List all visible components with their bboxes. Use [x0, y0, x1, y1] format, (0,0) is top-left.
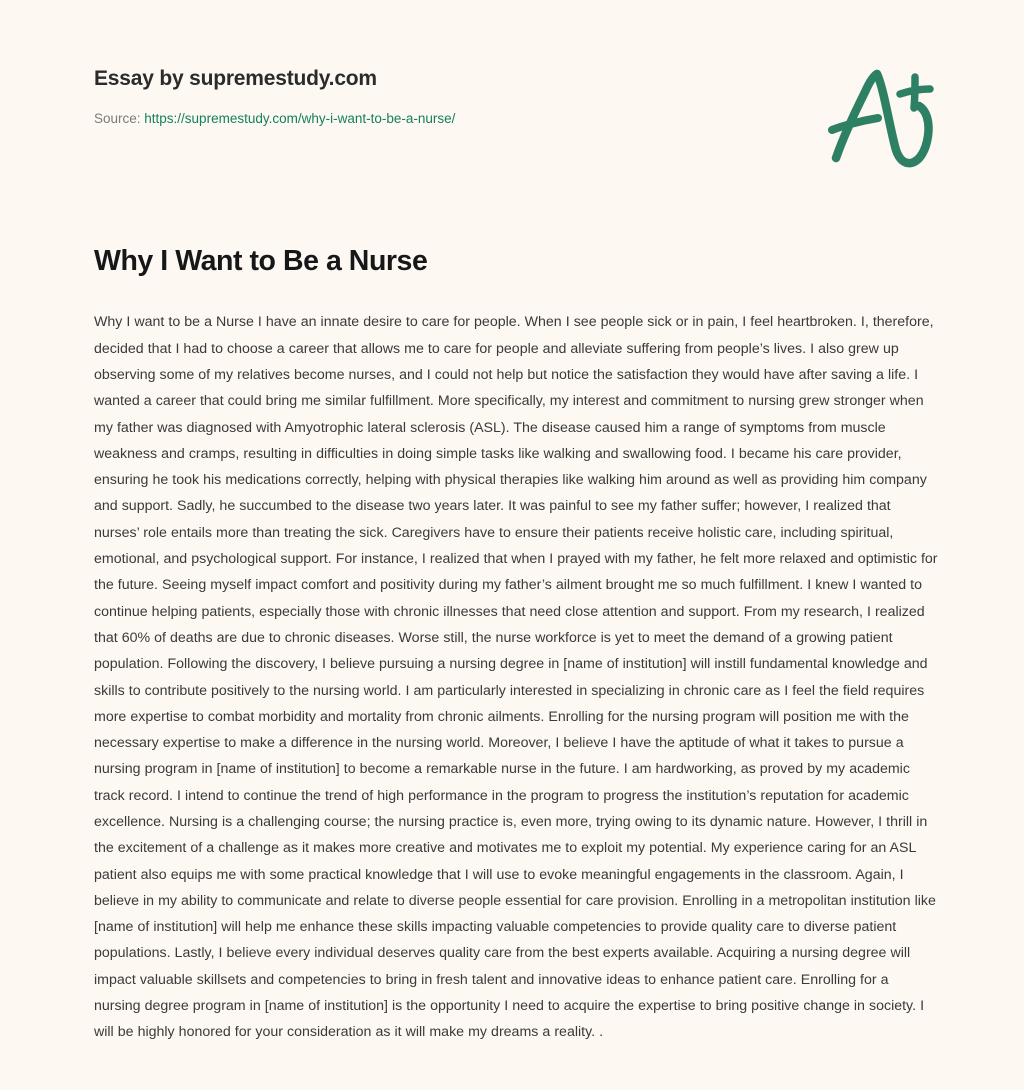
source-label: Source:: [94, 111, 145, 127]
article-body-text: Why I want to be a Nurse I have an innate desire to care for people. When I see people sick or in pain, I feel heartbroken. I, therefore, decided that I had to choose a career that allows me to care for people and alleviate suffering from people’s lives. I also grew up observing some of my relatives become nurses, and I could not help but notice the satisfaction they would have after saving a life. I wanted a career that could bring me similar fulfillment. More specifically, my interest and commitment to nursing grew stronger when my father was diagnosed with Amyotrophic lateral sclerosis (ASL). The disease caused him a range of symptoms from muscle weakness and cramps, resulting in difficulties in doing simple tasks like walking and swallowing food. I became his care provider, ensuring he took his medications correctly, helping with physical therapies like walking him around as well as providing him company and support. Sadly, he succumbed to the disease two years later. It was painful to see my father suffer; however, I realized that nurses’ role entails more than treating the sick. Caregivers have to ensure their patients receive holistic care, including spiritual, emotional, and psychological support. For instance, I realized that when I prayed with my father, he felt more relaxed and optimistic for the future. Seeing myself impact comfort and positivity during my father’s ailment brought me so much fulfillment. I knew I wanted to continue helping patients, especially those with chronic illnesses that need close attention and support. From my research, I realized that 60% of deaths are due to chronic diseases. Worse still, the nurse workforce is yet to meet the demand of a growing patient population. Following the discovery, I believe pursuing a nursing degree in [name of institution] will instill fundamental knowledge and skills to contribute positively to the nursing world. I am particularly interested in specializing in chronic care as I feel the field requires more expertise to combat morbidity and mortality from chronic ailments. Enrolling for the nursing program will position me with the necessary expertise to make a difference in the nursing world. Moreover, I believe I have the aptitude of what it takes to pursue a nursing program in [name of institution] to become a remarkable nurse in the future. I am hardworking, as proved by my academic track record. I intend to continue the trend of high performance in the program to progress the institution’s reputation for academic excellence. Nursing is a challenging course; the nursing practice is, even more, trying owing to its dynamic nature. However, I thrill in the excitement of a challenge as it makes more creative and motivates me to exploit my potential. My experience caring for an ASL patient also equips me with some practical knowledge that I will use to evoke meaningful engagements in the classroom. Again, I believe in my ability to communicate and relate to diverse people essential for care provision. Enrolling in a metropolitan institution like [name of institution] will help me enhance these skills impacting valuable competencies to provide quality care to diverse patient populations. Lastly, I believe every individual deserves quality care from the best experts available. Acquiring a nursing degree will impact valuable skillsets and competencies to bring in fresh talent and innovative ideas to enhance patient care. Enrolling for a nursing degree program in [name of institution] is the opportunity I need to acquire the expertise to bring positive change in society. I will be highly honored for your consideration as it will make my dreams a reality. .: [94, 314, 938, 1041]
brand-title: Essay by supremestudy.com: [94, 67, 377, 90]
source-line: [94, 110, 930, 128]
document-header: [0, 0, 1024, 128]
source-url-link[interactable]: https://supremestudy.com/why-i-want-to-be-a-nurse/: [144, 111, 456, 127]
page-title: Why I Want to Be a Nurse: [94, 244, 428, 277]
article-container: [0, 128, 1024, 1068]
a-plus-logo: [816, 58, 946, 176]
